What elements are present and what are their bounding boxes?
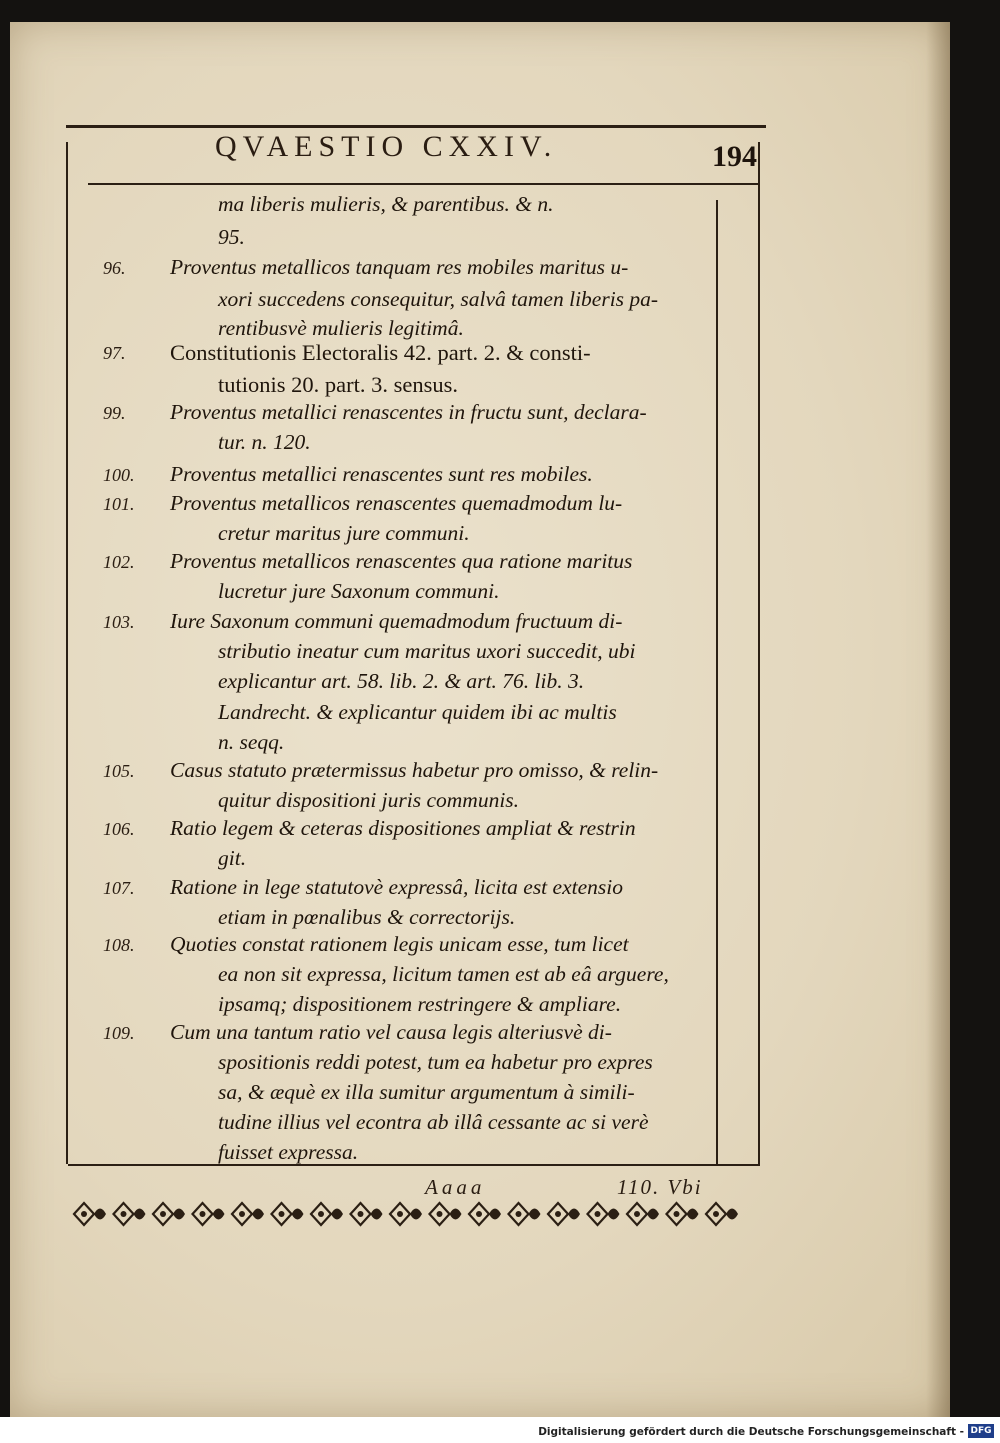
entry-line: spositionis reddi potest, tum ea habetur pro expres: [218, 1050, 653, 1074]
entry-line: ipsamq; dispositionem restringere & ampliare.: [218, 992, 622, 1016]
ornament-border: [70, 1197, 748, 1231]
entry-line: lucretur jure Saxonum communi.: [218, 579, 500, 603]
catchword: 110. Vbi: [617, 1175, 703, 1199]
entry-line: git.: [218, 846, 247, 870]
entry-line: stributio ineatur cum maritus uxori succedit, ubi: [218, 639, 636, 663]
entry-line: quitur dispositioni juris communis.: [218, 788, 520, 812]
dfg-logo: DFG: [968, 1424, 994, 1438]
entry-line: Proventus metallici renascentes in fructu sunt, declara-: [170, 400, 647, 424]
entry-number: 96.: [103, 258, 126, 278]
page-number: 194: [712, 140, 757, 173]
entry-line: n. seqq.: [218, 730, 285, 754]
entry-line: Proventus metallicos renascentes qua ratione maritus: [170, 549, 633, 573]
entry-line: tudine illius vel econtra ab illâ cessante ac si verè: [218, 1110, 649, 1134]
entry-line: sa, & æquè ex illa sumitur argumentum à simili-: [218, 1080, 635, 1104]
entry-number: 100.: [103, 465, 135, 485]
entry-line: explicantur art. 58. lib. 2. & art. 76. lib. 3.: [218, 669, 585, 693]
entry-number: 102.: [103, 552, 135, 572]
page-edge-shadow: [926, 22, 950, 1417]
entry-number: 106.: [103, 819, 135, 839]
signature-mark: Aaaa: [425, 1175, 486, 1199]
entry-line: Quoties constat rationem legis unicam esse, tum licet: [170, 932, 629, 956]
header-underline: [88, 183, 758, 185]
entry-line: fuisset expressa.: [218, 1140, 359, 1164]
left-border: [66, 142, 68, 1164]
entry-line: Constitutionis Electoralis 42. part. 2. & consti-: [170, 340, 591, 365]
entry-line: ea non sit expressa, licitum tamen est ab eâ arguere,: [218, 962, 669, 986]
entry-line: 95.: [218, 225, 245, 249]
right-border: [758, 142, 760, 1164]
entry-number: 109.: [103, 1023, 135, 1043]
entry-line: etiam in pœnalibus & correctorijs.: [218, 905, 516, 929]
entry-number: 107.: [103, 878, 135, 898]
entry-number: 108.: [103, 935, 135, 955]
entry-number: 103.: [103, 612, 135, 632]
inner-right-border: [716, 200, 718, 1164]
entry-line: Casus statuto prætermissus habetur pro omisso, & relin-: [170, 758, 659, 782]
entry-line: Ratio legem & ceteras dispositiones ampliat & restrin: [170, 816, 636, 840]
entry-line: ma liberis mulieris, & parentibus. & n.: [218, 192, 554, 216]
entry-line: Proventus metallicos tanquam res mobiles maritus u-: [170, 255, 629, 279]
entry-line: Landrecht. & explicantur quidem ibi ac multis: [218, 700, 617, 724]
entry-line: tutionis 20. part. 3. sensus.: [218, 372, 458, 397]
running-head: QVAESTIO CXXIV.: [215, 130, 558, 163]
entry-number: 105.: [103, 761, 135, 781]
entry-line: Ratione in lege statutovè expressâ, licita est extensio: [170, 875, 623, 899]
top-rule: [66, 125, 766, 128]
entry-line: cretur maritus jure communi.: [218, 521, 470, 545]
entry-line: xori succedens consequitur, salvâ tamen liberis pa-: [218, 287, 659, 311]
entry-line: Iure Saxonum communi quemadmodum fructuum di-: [170, 609, 623, 633]
entry-line: Proventus metallicos renascentes quemadmodum lu-: [170, 491, 623, 515]
entry-line: rentibusvè mulieris legitimâ.: [218, 316, 464, 340]
entry-number: 101.: [103, 494, 135, 514]
funding-notice: Digitalisierung gefördert durch die Deutsche Forschungsgemeinschaft -: [538, 1426, 964, 1438]
entry-number: 97.: [103, 343, 126, 363]
entry-line: tur. n. 120.: [218, 430, 311, 454]
bottom-rule: [68, 1164, 760, 1166]
entry-line: Proventus metallici renascentes sunt res mobiles.: [170, 462, 593, 486]
entry-line: Cum una tantum ratio vel causa legis alteriusvè di-: [170, 1020, 612, 1044]
entry-number: 99.: [103, 403, 126, 423]
